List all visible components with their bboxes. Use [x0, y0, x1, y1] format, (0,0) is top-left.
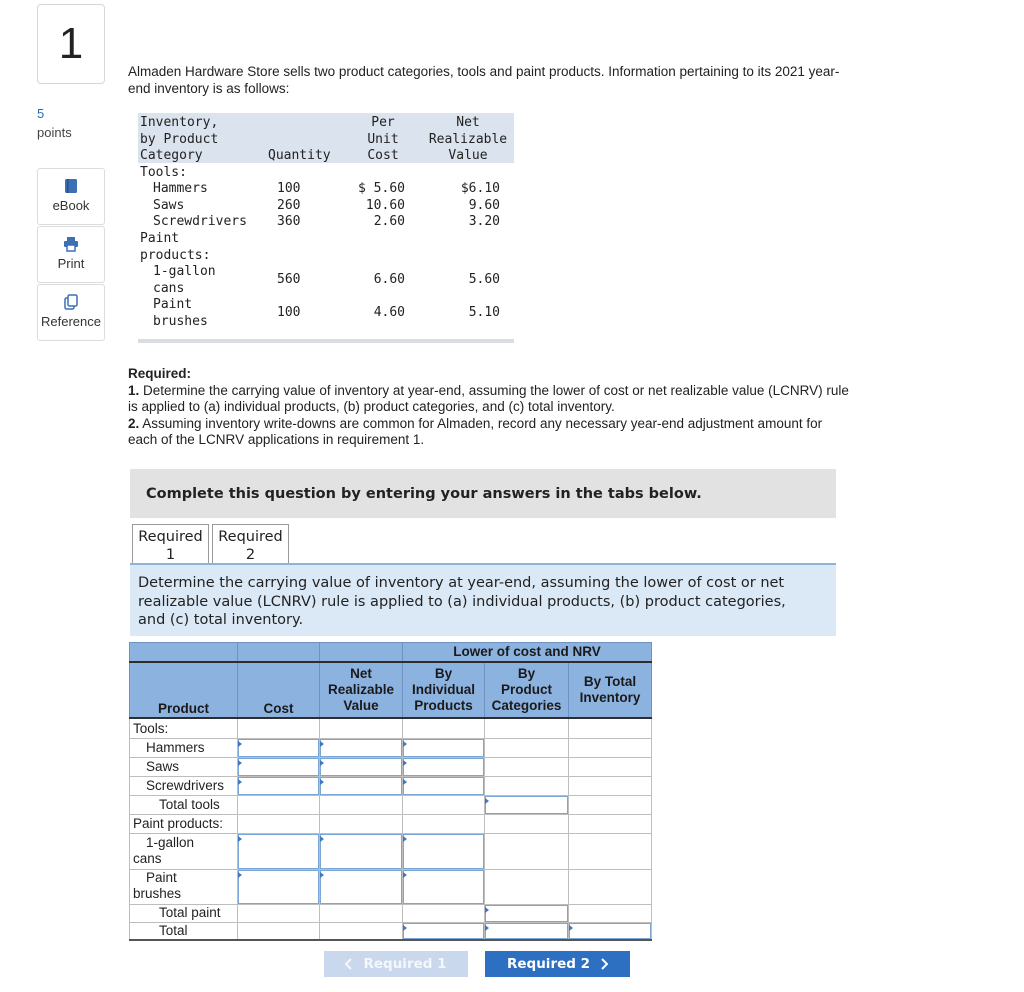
grid-line [651, 719, 652, 941]
required-title: Required: [128, 366, 192, 381]
instruction-line: and (c) total inventory. [138, 612, 304, 628]
row-label-total: Total [159, 923, 188, 938]
header-line: Individual [411, 682, 475, 697]
item-name: Screwdrivers [153, 214, 247, 229]
header-line: By [517, 666, 536, 681]
category-input-total-tools[interactable] [485, 796, 568, 814]
instruction-line: Determine the carrying value of inventory at year-end, assuming the lower of cost or net [138, 575, 785, 591]
header-line: Categories [491, 698, 562, 713]
header-quantity: Quantity [268, 148, 331, 163]
row-label-brushes: brushes [133, 886, 182, 901]
category-input-total-paint[interactable] [485, 905, 568, 922]
header-divider [129, 717, 652, 719]
lcnrv-group-header: Lower of cost and NRV [453, 644, 601, 659]
row-label-tools: Tools: [133, 721, 169, 736]
row-label-saws: Saws [146, 759, 180, 774]
header-nrv: Realizable [428, 131, 508, 147]
header-line: By [434, 666, 453, 681]
individual-input-cans[interactable] [403, 834, 484, 869]
individual-input-total[interactable] [403, 923, 484, 939]
item-qty: 100 [277, 181, 301, 196]
tab-required-1[interactable] [132, 524, 209, 564]
tab-label: Required [138, 529, 203, 545]
header-product: Inventory, [140, 115, 219, 130]
answer-table [129, 642, 652, 942]
prev-required-1-button[interactable] [324, 951, 468, 977]
instructions-banner: Complete this question by entering your answers in the tabs below. [130, 469, 836, 518]
header-nrv: Value [448, 148, 488, 163]
intro-line: Almaden Hardware Store sells two product categories, tools and paint products. Information pertaining to its 2021 year- [128, 64, 840, 79]
grid-line [129, 814, 652, 815]
item-name: Hammers [153, 181, 208, 196]
col-header-category [484, 666, 569, 714]
item-nrv: 5.60 [468, 272, 500, 287]
points-value: 5 [37, 106, 45, 121]
required-item-text: Assuming inventory write-downs are common for Almaden, record any necessary year-end adjustment amount for [142, 415, 823, 431]
category-input-total[interactable] [485, 923, 568, 939]
header-line: Product [500, 682, 552, 697]
header-line: Products [414, 698, 473, 713]
item-cost: $ 5.60 [358, 181, 405, 196]
col-header-nrv [319, 666, 403, 714]
item-cost: 4.60 [373, 305, 405, 320]
category-paint: products: [140, 247, 211, 263]
header-unit-cost: Cost [367, 148, 399, 163]
cost-input-screwdrivers[interactable] [238, 777, 319, 795]
tab-instruction [130, 565, 836, 636]
header-unit-cost: Unit [367, 131, 399, 147]
cost-input-hammers[interactable] [238, 739, 319, 757]
header-unit-cost: Per [371, 115, 395, 130]
item-name: 1-gallon [153, 264, 216, 279]
prev-label: Required 1 [363, 956, 447, 972]
category-tools: Tools: [140, 164, 187, 180]
nrv-input-screwdrivers[interactable] [320, 777, 402, 795]
print-label: Print [57, 256, 85, 271]
item-nrv: 9.60 [468, 197, 500, 213]
tab-label: 2 [245, 547, 256, 563]
header-nrv: Net [456, 115, 480, 130]
required-item-text: Determine the carrying value of inventory at year-end, assuming the lower of cost or net realizable value (LCNRV) rule [143, 382, 849, 398]
item-cost: 2.60 [373, 214, 405, 229]
required-item-text: each of the LCNRV applications in requirement 1. [128, 432, 425, 447]
category-paint: Paint [140, 231, 180, 246]
item-qty: 100 [277, 305, 301, 320]
total-inventory-input[interactable] [569, 923, 651, 939]
col-header-individual [402, 666, 485, 714]
row-label-cans: 1-gallon [146, 835, 195, 850]
question-number: 1 [37, 4, 105, 84]
required-item-number: 2. [128, 415, 140, 431]
nrv-input-hammers[interactable] [320, 739, 402, 757]
item-name: Paint [153, 297, 193, 312]
tab-label: 1 [165, 547, 176, 563]
header-line: By Total [583, 674, 637, 689]
item-nrv: 3.20 [468, 214, 500, 229]
row-label-brushes: Paint [146, 870, 177, 885]
individual-input-screwdrivers[interactable] [403, 777, 484, 795]
item-nrv: $6.10 [460, 181, 500, 196]
header-line: Net [350, 666, 372, 681]
points-label: points [37, 125, 72, 140]
tab-required-2[interactable] [212, 524, 289, 564]
individual-input-brushes[interactable] [403, 870, 484, 904]
reference-label: Reference [41, 314, 101, 329]
col-header-total [568, 674, 652, 706]
header-product: Category [140, 148, 203, 163]
cost-input-saws[interactable] [238, 758, 319, 776]
header-line: Inventory [579, 690, 641, 705]
cost-input-brushes[interactable] [238, 870, 319, 904]
item-cost: 6.60 [373, 272, 405, 287]
nrv-input-saws[interactable] [320, 758, 402, 776]
row-label-hammers: Hammers [146, 740, 205, 755]
header-line: Realizable [327, 682, 395, 697]
nrv-input-cans[interactable] [320, 834, 402, 869]
item-qty: 360 [277, 214, 301, 229]
item-qty: 260 [277, 197, 301, 213]
ebook-label: eBook [52, 198, 90, 213]
row-label-cans: cans [133, 851, 162, 866]
item-qty: 560 [277, 272, 301, 287]
cost-input-cans[interactable] [238, 834, 319, 869]
item-nrv: 5.10 [468, 305, 500, 320]
item-name: brushes [153, 313, 208, 329]
required-item-text: is applied to (a) individual products, (b) product categories, and (c) total inventory. [128, 399, 615, 414]
inventory-table [0, 0, 1024, 360]
row-label-total-tools: Total tools [159, 797, 220, 812]
instruction-line: realizable value (LCNRV) rule is applied to (a) individual products, (b) product categories, [138, 593, 786, 610]
grid-bottom [129, 939, 652, 941]
grid-line [129, 719, 130, 941]
header-divider [129, 661, 652, 663]
grid-line [129, 795, 652, 796]
item-cost: 10.60 [365, 197, 405, 213]
individual-input-saws[interactable] [403, 758, 484, 776]
chevron-right-icon [600, 958, 608, 970]
grid-line [568, 719, 569, 941]
nrv-input-brushes[interactable] [320, 870, 402, 904]
row-label-paint: Paint products: [133, 816, 224, 831]
required-text [128, 366, 918, 449]
header-product: by Product [140, 131, 219, 147]
header-line: Value [343, 698, 379, 713]
next-required-2-button[interactable] [485, 951, 630, 977]
intro-line: end inventory is as follows: [128, 81, 290, 96]
chevron-left-icon [345, 958, 353, 970]
next-label: Required 2 [506, 956, 591, 972]
item-name: Saws [153, 197, 185, 213]
col-header-cost: Cost [263, 701, 294, 716]
individual-input-hammers[interactable] [403, 739, 484, 757]
col-header-product: Product [157, 701, 209, 716]
row-label-screwdrivers: Screwdrivers [146, 778, 225, 793]
tab-label: Required [218, 529, 283, 545]
required-item-number: 1. [128, 382, 140, 398]
item-name: cans [153, 280, 185, 296]
row-label-total-paint: Total paint [159, 905, 221, 920]
